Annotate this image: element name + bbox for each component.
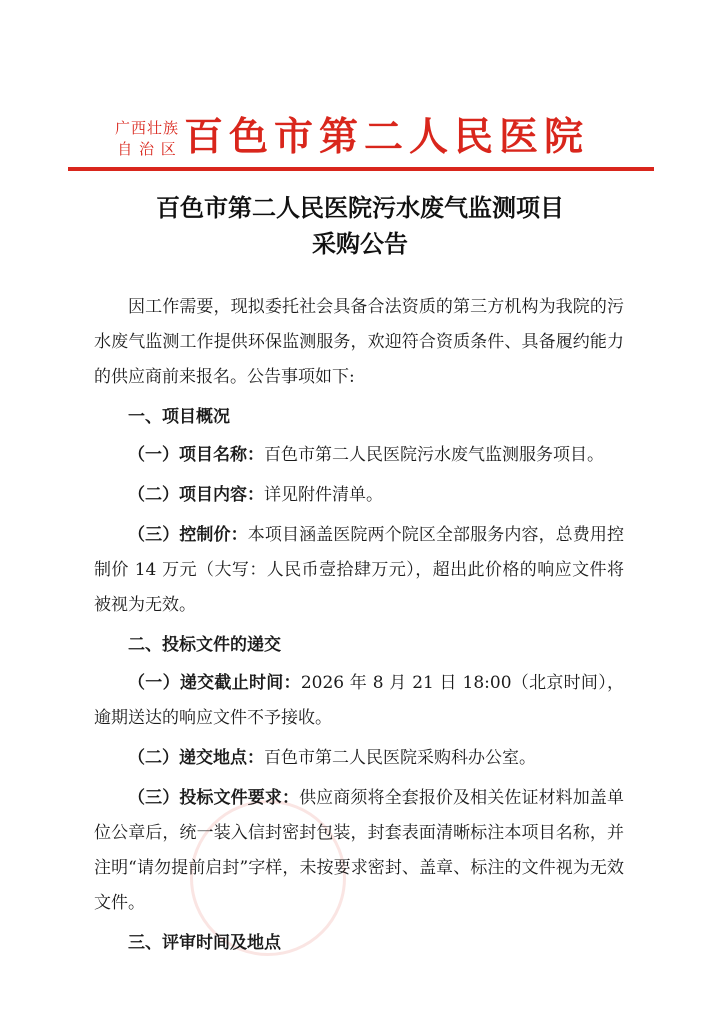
item-control-price <box>94 518 624 623</box>
item-label: （一）项目名称： <box>128 445 264 465</box>
item-project-name <box>94 438 624 473</box>
document-title <box>60 190 660 262</box>
item-label: （二）递交地点： <box>128 748 264 768</box>
intro-paragraph: 因工作需要，现拟委托社会具备合法资质的第三方机构为我院的污水废气监测工作提供环保监测服务，欢迎符合资质条件、具备履约能力的供应商前来报名。公告事项如下: <box>94 297 624 387</box>
section-heading-submission: 二、投标文件的递交 <box>128 635 281 655</box>
section-heading-overview: 一、项目概况 <box>128 407 230 427</box>
letterhead-divider <box>68 167 654 171</box>
item-text: 本项目涵盖医院两个院区全部服务内容，总费用控制价 14 万元（大写：人民币壹拾肆万元），超出此价格的响应文件将被视为无效。 <box>94 525 624 615</box>
letterhead-org-name: 百色市第二人民医院 <box>184 114 590 160</box>
letterhead-region <box>106 118 188 160</box>
item-label: （一）递交截止时间： <box>128 673 301 693</box>
letterhead <box>68 108 656 168</box>
item-location <box>94 741 624 776</box>
item-label: （二）项目内容： <box>128 485 264 505</box>
item-text: 百色市第二人民医院污水废气监测服务项目。 <box>264 445 604 465</box>
title-line1: 百色市第二人民医院污水废气监测项目 <box>156 193 564 222</box>
item-project-content <box>94 478 624 513</box>
section-heading-review: 三、评审时间及地点 <box>128 933 281 953</box>
letterhead-region-line2: 自 治 区 <box>117 140 177 158</box>
item-text: 供应商须将全套报价及相关佐证材料加盖单位公章后，统一装入信封密封包装，封套表面清晰标注本项目名称，并注明“请勿提前启封”字样，未按要求密封、盖章、标注的文件视为无效文件。 <box>94 788 625 913</box>
item-text: 详见附件清单。 <box>264 485 383 505</box>
item-text: 百色市第二人民医院采购科办公室。 <box>264 748 536 768</box>
item-text: 2026 年 8 月 21 日 18:00（北京时间），逾期送达的响应文件不予接收。 <box>94 673 624 728</box>
document-body <box>94 290 624 964</box>
item-requirements <box>94 781 624 921</box>
title-line2: 采购公告 <box>312 229 408 258</box>
letterhead-region-line1: 广西壮族 <box>114 119 179 137</box>
item-label: （三）投标文件要求： <box>128 788 300 808</box>
item-label: （三）控制价： <box>128 525 248 545</box>
item-deadline <box>94 666 624 736</box>
